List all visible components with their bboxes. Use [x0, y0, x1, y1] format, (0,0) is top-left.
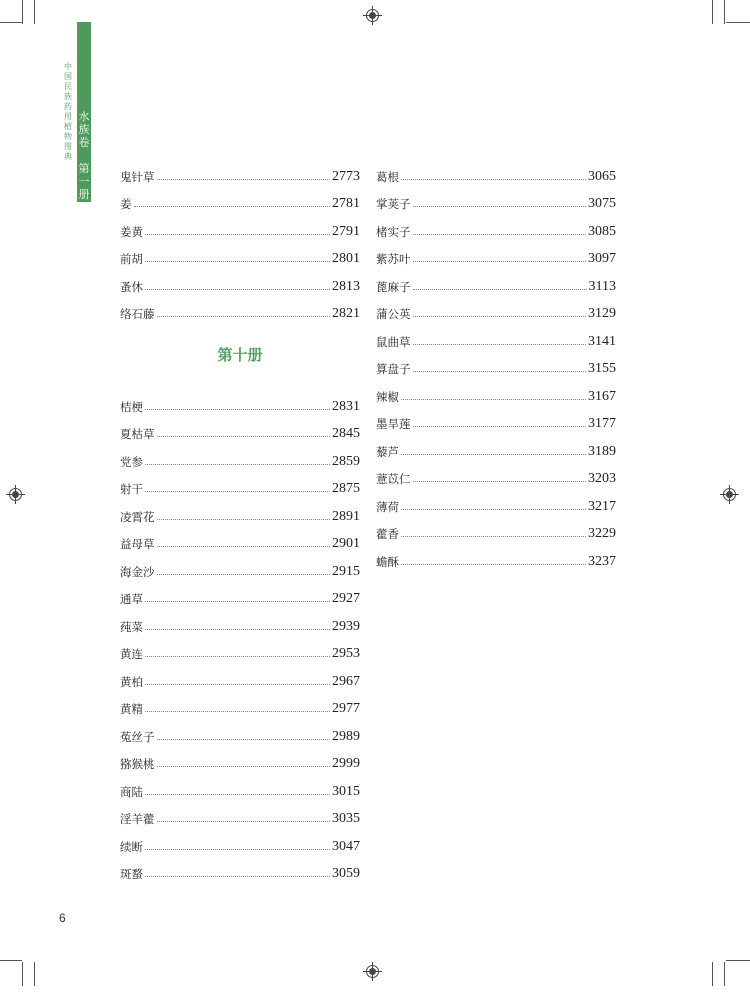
- crop-mark: [724, 0, 725, 24]
- toc-entry-page: 2875: [332, 481, 360, 496]
- toc-entry[interactable]: [120, 240, 360, 268]
- registration-mark-icon: [372, 6, 373, 25]
- dot-leader: [157, 738, 331, 740]
- toc-entry-page: 2939: [332, 618, 360, 634]
- volume-name: [77, 110, 91, 149]
- crop-mark: [0, 960, 22, 961]
- page-number: 6: [59, 911, 66, 925]
- toc-entry[interactable]: [120, 157, 360, 185]
- dot-leader: [157, 178, 331, 180]
- series-title-char: 药: [64, 102, 72, 111]
- toc-entry-name: 夏枯草: [120, 427, 155, 441]
- crop-mark: [712, 962, 713, 986]
- toc-entry-page: 3035: [332, 811, 360, 826]
- registration-mark-icon: [729, 485, 730, 504]
- dot-leader: [401, 563, 586, 565]
- toc-entry-page: 3229: [588, 526, 616, 541]
- section-tab: [77, 22, 91, 202]
- toc-entry-page: 2953: [332, 646, 360, 661]
- toc-entry[interactable]: [376, 542, 616, 570]
- toc-entry-name: 薏苡仁: [376, 472, 411, 486]
- toc-entry[interactable]: [120, 387, 360, 415]
- toc-entry-name: 蒲公英: [376, 307, 411, 321]
- toc-entry-page: 3113: [588, 278, 616, 294]
- dot-leader: [157, 765, 331, 767]
- dot-leader: [401, 535, 586, 537]
- dot-leader: [401, 508, 586, 510]
- toc-entry[interactable]: [120, 607, 360, 635]
- toc-entry[interactable]: [376, 515, 616, 543]
- toc-entry-name: 络石藤: [120, 307, 155, 321]
- series-title-char: 植: [64, 122, 72, 131]
- toc-entry-page: 3167: [588, 388, 616, 404]
- dot-leader: [145, 875, 330, 877]
- volume-heading: 第十册: [217, 346, 263, 364]
- toc-entry-page: 3141: [588, 333, 616, 349]
- toc-entry[interactable]: [120, 552, 360, 580]
- toc-entry[interactable]: [376, 185, 616, 213]
- toc-entry-page: 2801: [332, 251, 360, 266]
- toc-entry-name: 鼠曲草: [376, 334, 411, 349]
- toc-entry[interactable]: [376, 350, 616, 378]
- toc-entry[interactable]: [376, 267, 616, 295]
- series-title-char: 物: [64, 132, 72, 141]
- toc-entry-name: 黄连: [120, 647, 143, 661]
- toc-entry-page: 3189: [588, 443, 616, 459]
- toc-entry[interactable]: [376, 487, 616, 515]
- book-name: [77, 162, 91, 201]
- toc-entry[interactable]: [120, 525, 360, 553]
- toc-entry[interactable]: [120, 855, 360, 883]
- toc-list: [120, 387, 360, 882]
- toc-entry-name: 藿香: [376, 527, 399, 541]
- toc-entry-name: 藜芦: [376, 444, 399, 459]
- toc-entry-name: 墨旱莲: [376, 417, 411, 431]
- toc-entry-page: 2989: [332, 728, 360, 744]
- dot-leader: [413, 480, 587, 482]
- dot-leader: [145, 260, 330, 262]
- series-title-char: 用: [64, 112, 72, 121]
- book-name-char: 一: [78, 175, 90, 188]
- toc-entry-page: 3015: [332, 783, 360, 799]
- dot-leader: [134, 205, 331, 207]
- toc-entry[interactable]: [120, 267, 360, 295]
- toc-list: [120, 157, 360, 322]
- toc-entry[interactable]: [120, 212, 360, 240]
- toc-entry-page: 2791: [332, 223, 360, 239]
- toc-entry[interactable]: [120, 185, 360, 213]
- series-title-char: 国: [64, 72, 72, 81]
- toc-entry-name: 掌荚子: [376, 197, 411, 211]
- dot-leader: [145, 628, 330, 630]
- toc-entry[interactable]: [376, 460, 616, 488]
- toc-entry[interactable]: [376, 405, 616, 433]
- volume-name-char: 卷: [78, 136, 90, 149]
- dot-leader: [145, 848, 330, 850]
- dot-leader: [157, 518, 331, 520]
- toc-entry[interactable]: [376, 432, 616, 460]
- dot-leader: [145, 600, 330, 602]
- toc-entry[interactable]: [376, 212, 616, 240]
- toc-entry[interactable]: [376, 377, 616, 405]
- toc-entry-page: 2999: [332, 756, 360, 771]
- toc-entry-page: 2977: [332, 701, 360, 716]
- toc-left-column: [120, 157, 360, 882]
- toc-entry-page: 2915: [332, 563, 360, 579]
- dot-leader: [145, 683, 330, 685]
- dot-leader: [157, 435, 331, 437]
- toc-entry-page: 2781: [332, 196, 360, 211]
- toc-entry-name: 算盘子: [376, 362, 411, 376]
- dot-leader: [145, 408, 330, 410]
- toc-entry-name: 猕猴桃: [120, 757, 155, 771]
- toc-right-column: [376, 157, 616, 570]
- toc-entry[interactable]: [120, 690, 360, 718]
- dot-leader: [413, 343, 587, 345]
- toc-entry-name: 黄柏: [120, 674, 143, 689]
- book-name-char: 册: [78, 188, 90, 201]
- toc-entry-name: 鬼针草: [120, 169, 155, 184]
- dot-leader: [413, 233, 587, 235]
- dot-leader: [157, 573, 331, 575]
- dot-leader: [145, 655, 330, 657]
- toc-entry-page: 3075: [588, 196, 616, 211]
- series-title-char: 民: [64, 82, 72, 91]
- toc-entry-page: 2927: [332, 591, 360, 606]
- toc-entry-name: 蚤休: [120, 279, 143, 294]
- toc-entry[interactable]: [120, 295, 360, 323]
- toc-entry-name: 紫苏叶: [376, 252, 411, 266]
- toc-entry-name: 通草: [120, 592, 143, 606]
- toc-entry-name: 淫羊藿: [120, 812, 155, 826]
- toc-entry-name: 商陆: [120, 784, 143, 799]
- toc-entry-name: 蓖麻子: [376, 279, 411, 294]
- toc-entry-page: 3177: [588, 416, 616, 431]
- toc-entry-page: 2831: [332, 398, 360, 414]
- toc-entry-page: 2813: [332, 278, 360, 294]
- crop-mark: [0, 22, 22, 23]
- crop-mark: [34, 0, 35, 24]
- toc-entry[interactable]: [120, 635, 360, 663]
- toc-entry[interactable]: [120, 470, 360, 498]
- toc-entry-name: 薄荷: [376, 499, 399, 514]
- crop-mark: [724, 962, 725, 986]
- toc-entry[interactable]: [120, 827, 360, 855]
- toc-entry-page: 2845: [332, 426, 360, 441]
- toc-entry-page: 3217: [588, 498, 616, 514]
- toc-entry-name: 续断: [120, 839, 143, 854]
- crop-mark: [34, 962, 35, 986]
- series-title-char: 典: [64, 152, 72, 161]
- toc-entry-name: 楮实子: [376, 224, 411, 239]
- toc-entry-page: 3085: [588, 223, 616, 239]
- crop-mark: [22, 962, 23, 986]
- toc-entry[interactable]: [120, 745, 360, 773]
- dot-leader: [145, 288, 330, 290]
- registration-mark-icon: [372, 962, 373, 981]
- crop-mark: [726, 960, 750, 961]
- dot-leader: [401, 398, 586, 400]
- registration-mark-icon: [15, 485, 16, 504]
- toc-entry-name: 凌霄花: [120, 509, 155, 524]
- dot-leader: [145, 233, 330, 235]
- dot-leader: [401, 453, 586, 455]
- toc-entry[interactable]: [120, 580, 360, 608]
- toc-entry[interactable]: [120, 497, 360, 525]
- series-title-char: 族: [64, 92, 72, 101]
- dot-leader: [413, 370, 587, 372]
- dot-leader: [145, 710, 330, 712]
- toc-entry-page: 2901: [332, 536, 360, 551]
- series-title: [62, 62, 74, 162]
- crop-mark: [726, 22, 750, 23]
- toc-entry-name: 蟾酥: [376, 554, 399, 569]
- dot-leader: [413, 315, 587, 317]
- dot-leader: [157, 315, 331, 317]
- crop-mark: [22, 0, 23, 24]
- toc-entry-page: 3097: [588, 251, 616, 266]
- toc-entry-name: 桔梗: [120, 399, 143, 414]
- toc-entry-page: 2821: [332, 306, 360, 321]
- dot-leader: [145, 463, 330, 465]
- toc-entry-name: 海金沙: [120, 564, 155, 579]
- toc-entry-page: 3155: [588, 361, 616, 376]
- toc-entry-name: 前胡: [120, 252, 143, 266]
- toc-entry-page: 2773: [332, 168, 360, 184]
- toc-entry-page: 3203: [588, 471, 616, 486]
- dot-leader: [413, 260, 587, 262]
- series-title-char: 中: [64, 62, 72, 71]
- toc-entry-page: 3047: [332, 838, 360, 854]
- dot-leader: [157, 820, 331, 822]
- toc-entry[interactable]: [120, 662, 360, 690]
- toc-entry[interactable]: [120, 717, 360, 745]
- toc-entry-name: 姜黄: [120, 224, 143, 239]
- dot-leader: [157, 545, 331, 547]
- toc-entry-name: 益母草: [120, 537, 155, 551]
- toc-entry-name: 菟丝子: [120, 729, 155, 744]
- toc-entry-page: 3065: [588, 168, 616, 184]
- dot-leader: [413, 288, 587, 290]
- toc-entry-page: 2891: [332, 508, 360, 524]
- crop-mark: [712, 0, 713, 24]
- book-name-char: 第: [78, 162, 90, 175]
- toc-entry-page: 3129: [588, 306, 616, 321]
- toc-entry[interactable]: [120, 772, 360, 800]
- toc-entry-name: 斑蝥: [120, 867, 143, 881]
- toc-entry-page: 2859: [332, 453, 360, 469]
- toc-entry-name: 黄精: [120, 702, 143, 716]
- toc-entry-name: 党参: [120, 454, 143, 469]
- toc-entry-page: 2967: [332, 673, 360, 689]
- volume-name-char: 族: [78, 123, 90, 136]
- toc-entry[interactable]: [376, 157, 616, 185]
- toc-entry[interactable]: [120, 415, 360, 443]
- toc-entry-page: 3237: [588, 553, 616, 569]
- toc-entry-name: 莼菜: [120, 619, 143, 634]
- toc-entry-name: 葛根: [376, 169, 399, 184]
- series-title-char: 图: [64, 142, 72, 151]
- toc-entry[interactable]: [376, 295, 616, 323]
- toc-entry-name: 射干: [120, 482, 143, 496]
- volume-name-char: 水: [78, 110, 90, 123]
- toc-entry[interactable]: [120, 800, 360, 828]
- dot-leader: [145, 793, 330, 795]
- toc-entry-name: 姜: [120, 197, 132, 211]
- dot-leader: [413, 205, 587, 207]
- toc-list: [376, 157, 616, 570]
- dot-leader: [145, 490, 330, 492]
- toc-entry[interactable]: [376, 322, 616, 350]
- toc-entry-name: 辣椒: [376, 389, 399, 404]
- toc-entry-page: 3059: [332, 866, 360, 881]
- toc-entry[interactable]: [376, 240, 616, 268]
- dot-leader: [401, 178, 586, 180]
- toc-entry[interactable]: [120, 442, 360, 470]
- dot-leader: [413, 425, 587, 427]
